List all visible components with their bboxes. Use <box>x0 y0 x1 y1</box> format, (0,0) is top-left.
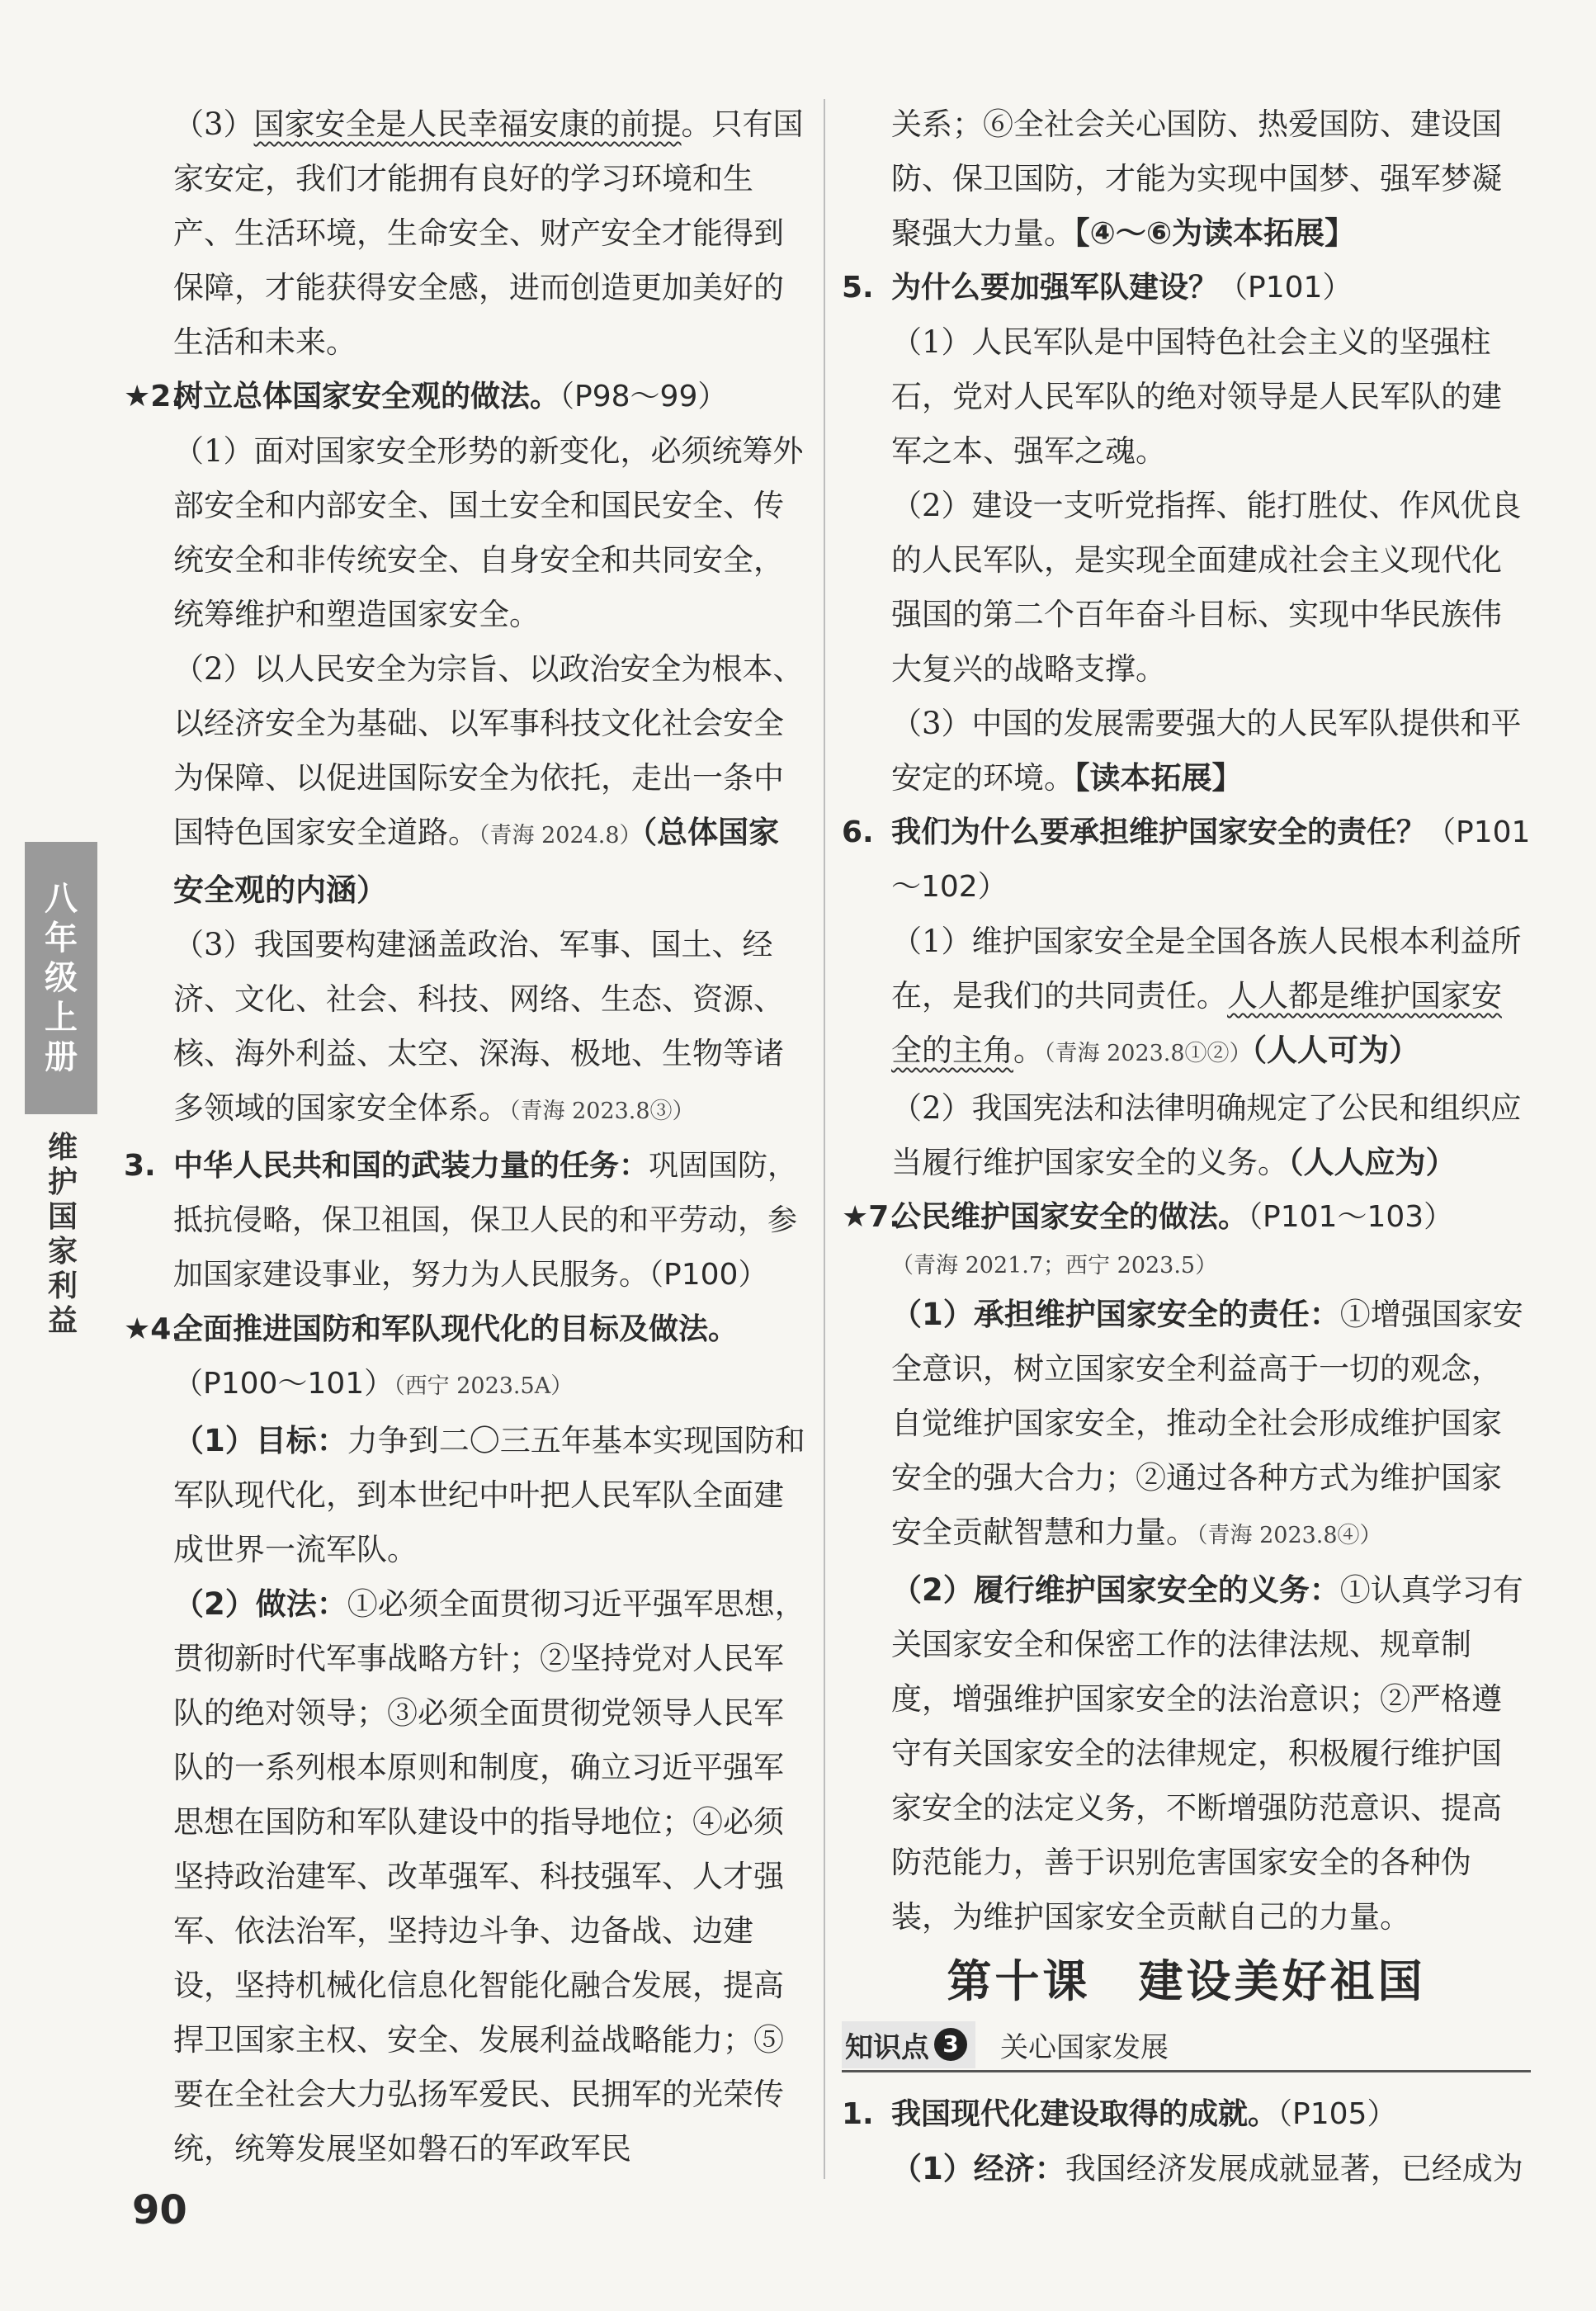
grade-char: 年 <box>45 919 78 957</box>
right-column <box>842 97 1531 2196</box>
knowledge-point-header <box>842 2019 1531 2072</box>
paragraph: （1）经济：我国经济发展成就显著，已经成为 <box>891 2151 1523 2186</box>
paragraph: （3）我国要构建涵盖政治、军事、国土、经济、文化、社会、科技、网络、生态、资源、核、海外利益、太空、深海、极地、生物等诸多领域的国家安全体系。（青海 2023.8③） <box>173 927 784 1126</box>
paragraph: （1）承担维护国家安全的责任：①增强国家安全意识，树立国家安全利益高于一切的观念，自觉维护国家安全，推动全社会形成维护国家安全的强大合力；②通过各种方式为维护国家安全贡献智慧和力量。（青海 2023.8④） <box>891 1297 1523 1550</box>
grade-char: 上 <box>45 999 78 1037</box>
unit-char: 维 <box>47 1131 78 1165</box>
question-heading: 3. 中华人民共和国的武装力量的任务：巩固国防，抵抗侵略，保卫祖国，保卫人民的和平劳动，参加国家建设事业，努力为人民服务。（P100） <box>124 1149 798 1292</box>
unit-char: 国 <box>47 1200 78 1234</box>
knowledge-point-title: 关心国家发展 <box>1000 2030 1169 2064</box>
question-heading: 6. 我们为什么要承担维护国家安全的责任？（P101～102） <box>842 815 1531 904</box>
paragraph: （1）面对国家安全形势的新变化，必须统筹外部安全和内部安全、国土安全和国民安全、传统安全和非传统安全、自身安全和共同安全，统筹维护和塑造国家安全。 <box>173 433 804 632</box>
grade-char: 册 <box>45 1038 78 1076</box>
paragraph: （1）人民军队是中国特色社会主义的坚强柱石，党对人民军队的绝对领导是人民军队的建军之本、强军之魂。 <box>891 324 1502 469</box>
question-heading: ★4.全面推进国防和军队现代化的目标及做法。（P100～101）（西宁 2023.5A） <box>124 1312 739 1401</box>
grade-char: 八 <box>45 880 78 918</box>
paragraph: （3）中国的发展需要强大的人民军队提供和平安定的环境。【读本拓展】 <box>891 706 1522 796</box>
paragraph: 关系；⑥全社会关心国防、热爱国防、建设国防、保卫国防，才能为实现中国梦、强军梦凝聚强大力量。【④～⑥为读本拓展】 <box>891 106 1502 251</box>
paragraph: （2）履行维护国家安全的义务：①认真学习有关国家安全和保密工作的法律法规、规章制度，增强维护国家安全的法治意识；②严格遵守有关国家安全的法律规定，积极履行维护国家安全的法定义务，不断增强防范意识、提高防范能力，善于识别危害国家安全的各种伪装，为维护国家安全贡献自己的力量。 <box>891 1572 1523 1935</box>
column-divider <box>824 99 825 2179</box>
paragraph: （1）目标：力争到二〇三五年基本实现国防和军队现代化，到本世纪中叶把人民军队全面建成世界一流军队。 <box>173 1423 805 1567</box>
grade-tab <box>25 842 97 1114</box>
page-number: 90 <box>132 2187 187 2233</box>
grade-char: 级 <box>45 959 78 997</box>
paragraph: （2）建设一支听党指挥、能打胜仗、作风优良的人民军队，是实现全面建成社会主义现代化强国的第二个百年奋斗目标、实现中华民族伟大复兴的战略支撑。 <box>891 488 1522 687</box>
lesson-title: 第十课 建设美好祖国 <box>947 1955 1426 2007</box>
paragraph: （2）我国宪法和法律明确规定了公民和组织应当履行维护国家安全的义务。（人人应为） <box>891 1090 1522 1180</box>
unit-label <box>46 1131 79 1339</box>
question-heading: ★2.树立总体国家安全观的做法。（P98～99） <box>124 380 728 414</box>
unit-char: 护 <box>47 1165 78 1199</box>
knowledge-point-badge: 知识点 3 <box>842 2021 975 2068</box>
unit-char: 利 <box>47 1269 78 1303</box>
paragraph: （3）国家安全是人民幸福安康的前提。只有国家安定，我们才能拥有良好的学习环境和生产、生活环境，生命安全、财产安全才能得到保障，才能获得安全感，进而创造更加美好的生活和未来。 <box>173 106 804 360</box>
knowledge-point-number: 3 <box>934 2028 967 2061</box>
unit-char: 益 <box>47 1304 78 1338</box>
paragraph: （2）以人民安全为宗旨、以政治安全为根本、以经济安全为基础、以军事科技文化社会安全为保障、以促进国际安全为依托，走出一条中国特色国家安全道路。（青海 2024.8）（总体国家安全观的内涵） <box>173 651 804 908</box>
unit-char: 家 <box>47 1235 78 1269</box>
question-heading: 1. 我国现代化建设取得的成就。（P105） <box>842 2097 1397 2131</box>
paragraph: （2）做法：①必须全面贯彻习近平强军思想，贯彻新时代军事战略方针；②坚持党对人民军队的绝对领导；③必须全面贯彻党领导人民军队的一系列根本原则和制度，确立习近平强军思想在国防和军队建设中的指导地位；④必须坚持政治建军、改革强军、科技强军、人才强军、依法治军，坚持边斗争、边备战、边建设，坚持机械化信息化智能化融合发展，提高捍卫国家主权、安全、发展利益战略能力；⑤要在全社会大力弘扬军爱民、民拥军的光荣传统，统筹发展坚如磐石的军政军民 <box>173 1586 805 2167</box>
paragraph: （1）维护国家安全是全国各族人民根本利益所在，是我们的共同责任。人人都是维护国家安全的主角。（青海 2023.8①②）（人人可为） <box>891 924 1522 1068</box>
question-heading: 5. 为什么要加强军队建设？（P101） <box>842 271 1353 305</box>
source-note: （青海 2021.7；西宁 2023.5） <box>891 1253 1218 1278</box>
question-heading: ★7.公民维护国家安全的做法。（P101～103） <box>842 1200 1454 1234</box>
left-column <box>124 97 807 2176</box>
